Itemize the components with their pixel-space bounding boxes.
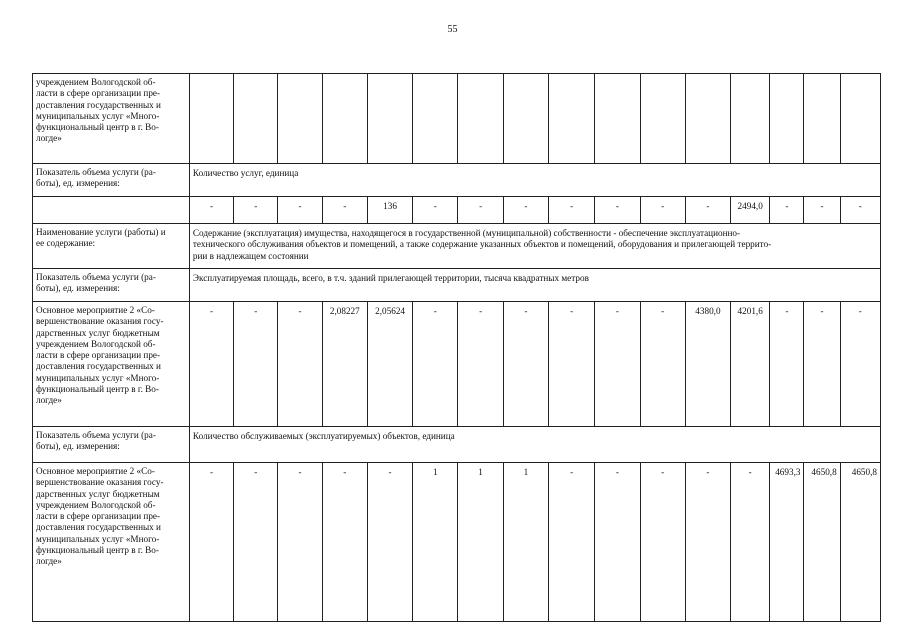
value-cell: - [804, 302, 840, 427]
row-label: Показатель объема услуги (ра- боты), ед. измерения: [33, 164, 190, 197]
value-cell: - [189, 463, 233, 622]
value-cell: 136 [367, 197, 412, 224]
value-cell: - [278, 302, 322, 427]
value-cell [640, 74, 685, 164]
value-cell: - [278, 463, 322, 622]
value-cell: - [595, 463, 640, 622]
value-cell: 1 [413, 463, 458, 622]
value-cell: - [770, 197, 804, 224]
indicator-header-row [33, 427, 881, 463]
row-label: Наименование услуги (работы) и ее содержание: [33, 224, 190, 269]
indicator-description: Количество услуг, единица [189, 164, 880, 197]
value-cell: 4380,0 [685, 302, 730, 427]
value-cell: 4201,6 [731, 302, 770, 427]
row-label: Показатель объема услуги (ра- боты), ед. измерения: [33, 427, 190, 463]
value-cell [549, 74, 595, 164]
row-label: Основное мероприятие 2 «Со- вершенствование оказания госу- дарственных услуг бюджетным учреждением Вологодской об- ласти в сфере организации пре- доставления государственных и муниципальных услуг «Много- функциональный центр в г. Во- логде» [33, 463, 190, 622]
value-cell [804, 74, 840, 164]
value-cell: 1 [503, 463, 548, 622]
value-cell [731, 74, 770, 164]
value-cell: - [413, 302, 458, 427]
value-cell: 2,08227 [322, 302, 367, 427]
value-cell [234, 74, 278, 164]
value-cell [503, 74, 548, 164]
value-cell: - [549, 302, 595, 427]
row-label: Основное мероприятие 2 «Со- вершенствование оказания госу- дарственных услуг бюджетным учреждением Вологодской об- ласти в сфере организации пре- доставления государственных и муниципальных услуг «Много- функциональный центр в г. Во- логде» [33, 302, 190, 427]
value-cell: - [685, 463, 730, 622]
value-cell: - [322, 197, 367, 224]
value-cell: 4650,8 [804, 463, 840, 622]
value-cell: - [595, 197, 640, 224]
value-cell: 2494,0 [731, 197, 770, 224]
value-cell [685, 74, 730, 164]
value-cell [189, 74, 233, 164]
indicator-header-row [33, 269, 881, 302]
value-cell: - [458, 197, 503, 224]
indicator-description: Содержание (эксплуатация) имущества, находящегося в государственной (муниципальной) собственности - обеспечение эксплуатационно- технического обслуживания объектов и помещений, а также содержание указанных объектов и помещений, оборудования и прилегающей террито- рии в надлежащем состоянии [189, 224, 880, 269]
value-cell: - [731, 463, 770, 622]
indicator-description: Эксплуатируемая площадь, всего, в т.ч. зданий прилегающей территории, тысяча квадратных метров [189, 269, 880, 302]
value-cell [595, 74, 640, 164]
value-cell: - [640, 463, 685, 622]
value-cell: - [804, 197, 840, 224]
value-cell: - [413, 197, 458, 224]
value-cell: - [640, 197, 685, 224]
values-row [33, 302, 881, 427]
value-cell: - [503, 302, 548, 427]
value-cell [770, 74, 804, 164]
value-cell: - [640, 302, 685, 427]
row-label: учреждением Вологодской об- ласти в сфере организации пре- доставления государственных и муниципальных услуг «Много- функциональный центр в г. Во- логде» [33, 74, 190, 164]
value-cell [322, 74, 367, 164]
value-cell: 4693,3 [770, 463, 804, 622]
indicator-header-row [33, 224, 881, 269]
row-label [33, 197, 190, 224]
value-cell: 4650,8 [840, 463, 880, 622]
values-row [33, 197, 881, 224]
value-cell: - [770, 302, 804, 427]
value-cell: - [322, 463, 367, 622]
indicator-description: Количество обслуживаемых (эксплуатируемых) объектов, единица [189, 427, 880, 463]
value-cell [278, 74, 322, 164]
value-cell: - [840, 197, 880, 224]
value-cell: - [234, 302, 278, 427]
value-cell: - [367, 463, 412, 622]
value-cell: - [549, 197, 595, 224]
value-cell: 2,05624 [367, 302, 412, 427]
value-cell [840, 74, 880, 164]
value-cell [367, 74, 412, 164]
indicator-table [32, 73, 881, 622]
value-cell: - [549, 463, 595, 622]
value-cell: - [840, 302, 880, 427]
value-cell: - [189, 302, 233, 427]
value-cell [458, 74, 503, 164]
value-cell: - [234, 197, 278, 224]
row-label: Показатель объема услуги (ра- боты), ед. измерения: [33, 269, 190, 302]
value-cell: - [595, 302, 640, 427]
value-cell: - [278, 197, 322, 224]
value-cell: - [458, 302, 503, 427]
values-row [33, 74, 881, 164]
value-cell [413, 74, 458, 164]
value-cell: - [685, 197, 730, 224]
value-cell: - [503, 197, 548, 224]
value-cell: 1 [458, 463, 503, 622]
page-number: 55 [447, 24, 458, 35]
value-cell: - [189, 197, 233, 224]
value-cell: - [234, 463, 278, 622]
indicator-header-row [33, 164, 881, 197]
values-row [33, 463, 881, 622]
